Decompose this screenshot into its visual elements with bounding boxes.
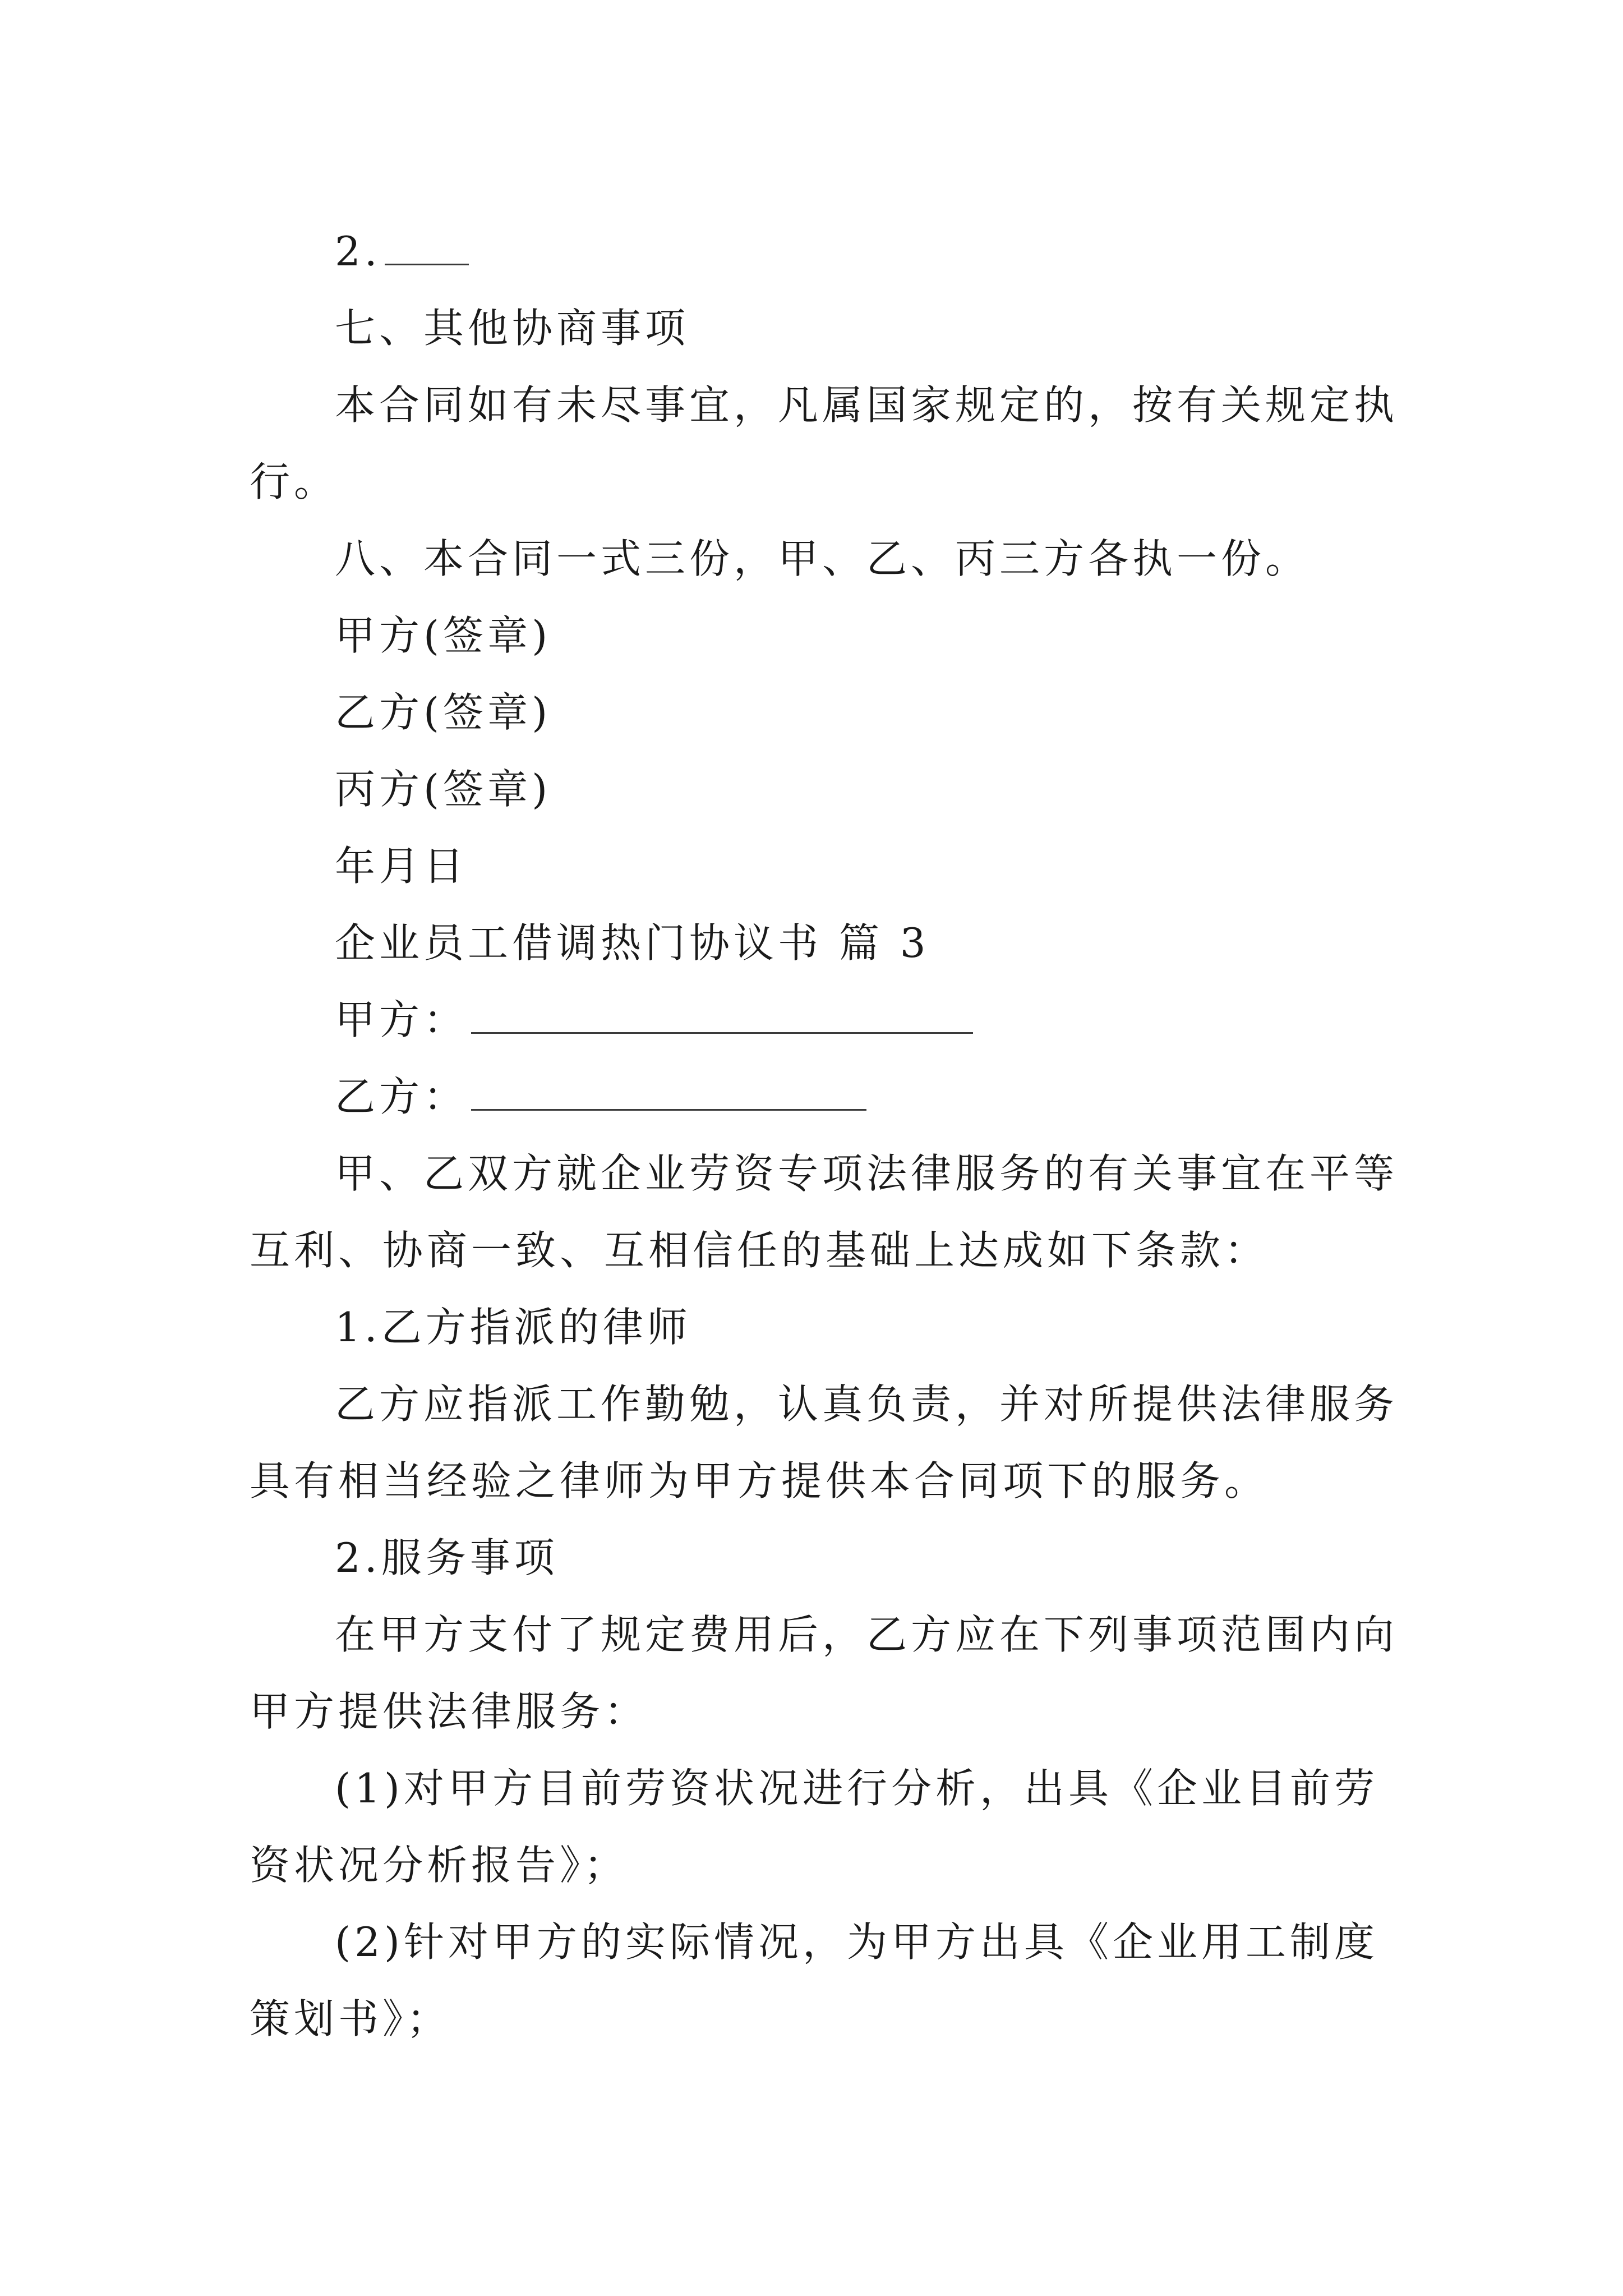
line-text: 2.服务事项: [335, 1534, 559, 1581]
fill-in-blank: [471, 1010, 973, 1034]
document-title: [250, 905, 1377, 982]
line-text: 资状况分析报告》；: [250, 1842, 629, 1889]
line-text: 行。: [250, 458, 339, 505]
line-text: 在甲方支付了规定费用后，乙方应在下列事项范围内向: [335, 1611, 1399, 1658]
paragraph-line: [250, 1366, 1399, 1443]
fill-in-blank: [471, 1087, 866, 1111]
section-heading-7: [250, 290, 1377, 367]
paragraph-line: [250, 1596, 1399, 1673]
line-text: 甲方提供法律服务：: [250, 1688, 649, 1735]
line-text: 甲、乙双方就企业劳资专项法律服务的有关事宜在平等: [335, 1150, 1399, 1197]
line-text: 八、本合同一式三份，甲、乙、丙三方各执一份。: [335, 535, 1310, 582]
document-body: [250, 213, 1399, 2058]
signature-party-c: [250, 751, 1377, 828]
line-text: 本合同如有未尽事宜，凡属国家规定的，按有关规定执: [335, 381, 1399, 429]
paragraph-line: [250, 1443, 1377, 1520]
line-text: 乙方(签章): [335, 689, 552, 736]
section-heading-8: [250, 521, 1377, 597]
line-text: 七、其他协商事项: [335, 305, 690, 352]
date-line: [250, 828, 1377, 905]
paragraph-line: [250, 444, 1377, 521]
signature-party-a: [250, 597, 1377, 674]
signature-party-b: [250, 674, 1377, 751]
line-text: 丙方(签章): [335, 766, 552, 813]
list-item-2: [250, 213, 1377, 290]
sub-item-1: [250, 1750, 1377, 1827]
line-text: 乙方应指派工作勤勉，认真负责，并对所提供法律服务: [335, 1381, 1399, 1428]
line-text: 乙方：: [335, 1073, 468, 1120]
line-text: (1)对甲方目前劳资状况进行分析，出具《企业目前劳: [335, 1765, 1378, 1812]
line-text: 企业员工借调热门协议书 篇 3: [335, 919, 930, 967]
line-text: (2)针对甲方的实际情况，为甲方出具《企业用工制度: [335, 1918, 1378, 1966]
party-b-field: [250, 1059, 1377, 1135]
line-text: 策划书》；: [250, 1995, 451, 2042]
paragraph-line: [250, 1135, 1399, 1212]
line-text: 甲方：: [335, 996, 468, 1043]
paragraph-line: [250, 1827, 1377, 1904]
fill-in-blank: [385, 241, 469, 265]
line-text: 1.乙方指派的律师: [335, 1304, 691, 1351]
paragraph-line: [250, 367, 1399, 444]
sub-item-2: [250, 1904, 1377, 1981]
line-text: 甲方(签章): [335, 612, 552, 659]
paragraph-line: [250, 1981, 1377, 2058]
line-text: 2.: [335, 228, 381, 275]
party-a-field: [250, 982, 1377, 1059]
paragraph-line: [250, 1212, 1377, 1289]
paragraph-line: [250, 1673, 1377, 1750]
clause-heading-2: [250, 1520, 1377, 1596]
clause-heading-1: [250, 1289, 1377, 1366]
line-text: 具有相当经验之律师为甲方提供本合同项下的服务。: [250, 1457, 1269, 1504]
line-text: 年月日: [335, 843, 468, 890]
line-text: 互利、协商一致、互相信任的基础上达成如下条款：: [250, 1227, 1269, 1274]
